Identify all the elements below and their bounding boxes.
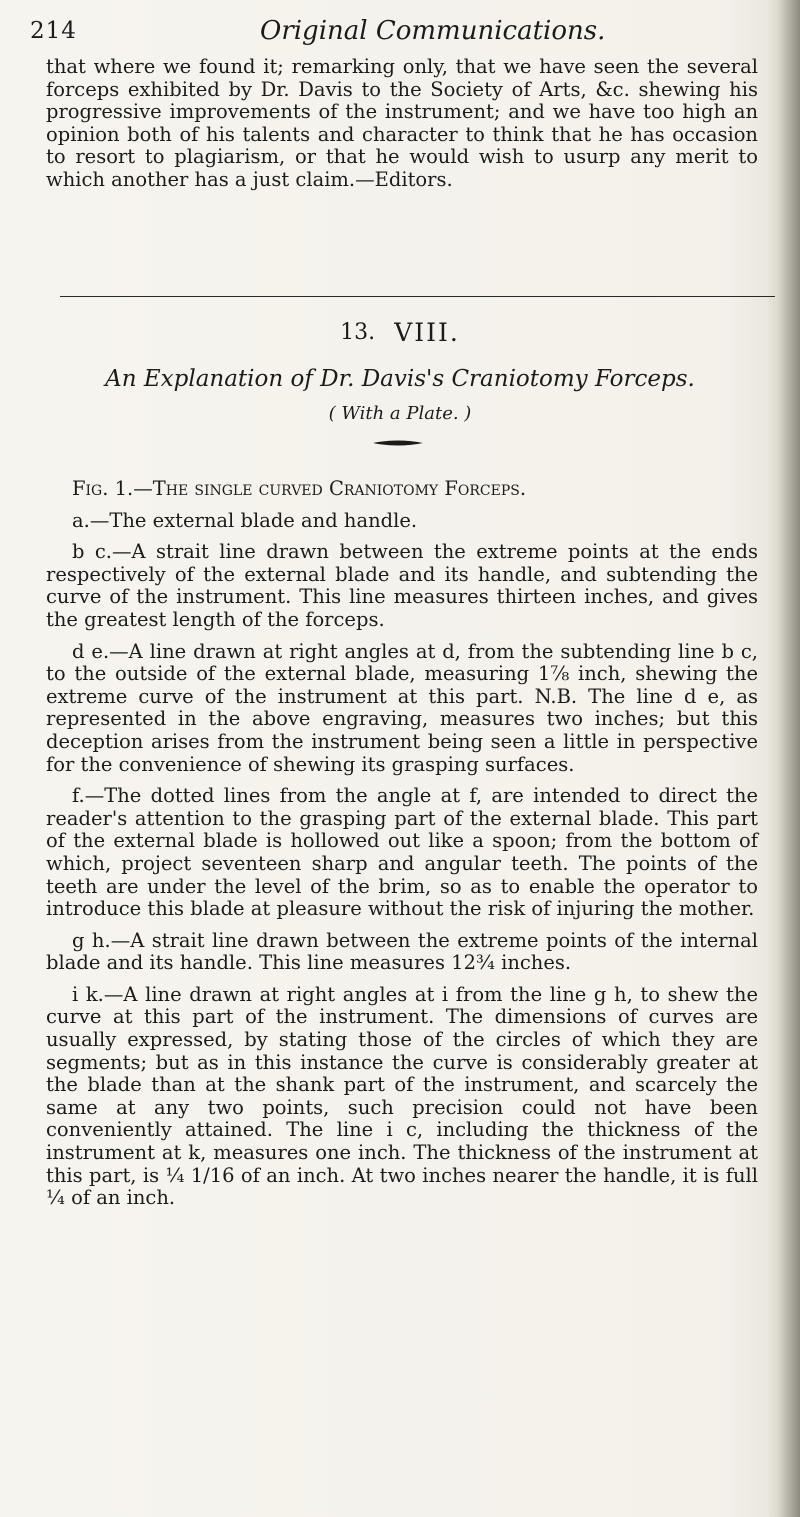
section-divider bbox=[60, 296, 775, 297]
intro-paragraph-block bbox=[46, 56, 758, 192]
paragraph-f: f.—The dotted lines from the angle at f, are intended to direct the reader's attention to the grasping part of the external blade. This part of the external blade is hollowed out like a spoon; from the bottom of which, project seventeen sharp and angular teeth. The points of the teeth are under the level of the brim, so as to enable the operator to introduce this blade at pleasure without the risk of injuring the mother. bbox=[46, 784, 758, 921]
paragraph-ik: i k.—A line drawn at right angles at i from the line g h, to shew the curve at this part of the instrument. The dimensions of curves are usually expressed, by stating those of the circles of which they are segments; but as in this instance the curve is considerably greater at the blade than at the shank part of the instrument, and scarcely the same at any two points, such precision could not have been conveniently attained. The line i c, including the thickness of the instrument at k, measures one inch. The thickness of the instrument at this part, is ¼ 1/16 of an inch. At two inches nearer the handle, it is full ¼ of an inch. bbox=[46, 982, 758, 1210]
running-head: Original Communications. bbox=[260, 16, 606, 46]
page-number: 214 bbox=[30, 18, 77, 44]
section-heading bbox=[0, 318, 800, 358]
handwritten-section-marker: 13. bbox=[340, 320, 376, 345]
paragraph-de: d e.—A line drawn at right angles at d, from the subtending line b c, to the outside of the external blade, measuring 1⅞ inch, shewing the extreme curve of the instrument at this part. N.B. The line d e, as represented in the above engraving, measures two inches; but this deception arises from the instrument being seen a little in perspective for the convenience of shewing its grasping surfaces. bbox=[46, 639, 758, 776]
ornamental-rule-icon bbox=[373, 439, 423, 447]
paragraph-gh: g h.—A strait line drawn between the extreme points of the internal blade and its handle. This line measures 12¾ inches. bbox=[46, 928, 758, 975]
paragraph-bc: b c.—A strait line drawn between the extreme points at the ends respectively of the external blade and its handle, and subtending the curve of the instrument. This line measures thirteen inches, and gives the greatest length of the forceps. bbox=[46, 540, 758, 631]
article-body bbox=[46, 478, 758, 1210]
article-title: An Explanation of Dr. Davis's Craniotomy Forceps. bbox=[105, 366, 695, 392]
paragraph-a: a.—The external blade and handle. bbox=[72, 508, 418, 532]
page-header bbox=[30, 12, 770, 52]
article-subtitle: ( With a Plate. ) bbox=[328, 403, 472, 424]
page-edge-shadow bbox=[766, 0, 800, 1517]
section-number: VIII. bbox=[394, 318, 460, 347]
intro-paragraph: that where we found it; remarking only, that we have seen the several forceps exhibited by Dr. Davis to the Society of Arts, &c. shewing his progressive improvements of the instrument; and we have too high an opinion both of his talents and character to think that he has occasion to resort to plagiarism, or that he would wish to usurp any merit to which another has a just claim.—Editors. bbox=[46, 55, 758, 191]
figure-caption: Fig. 1.—The single curved Craniotomy Forceps. bbox=[72, 477, 527, 500]
